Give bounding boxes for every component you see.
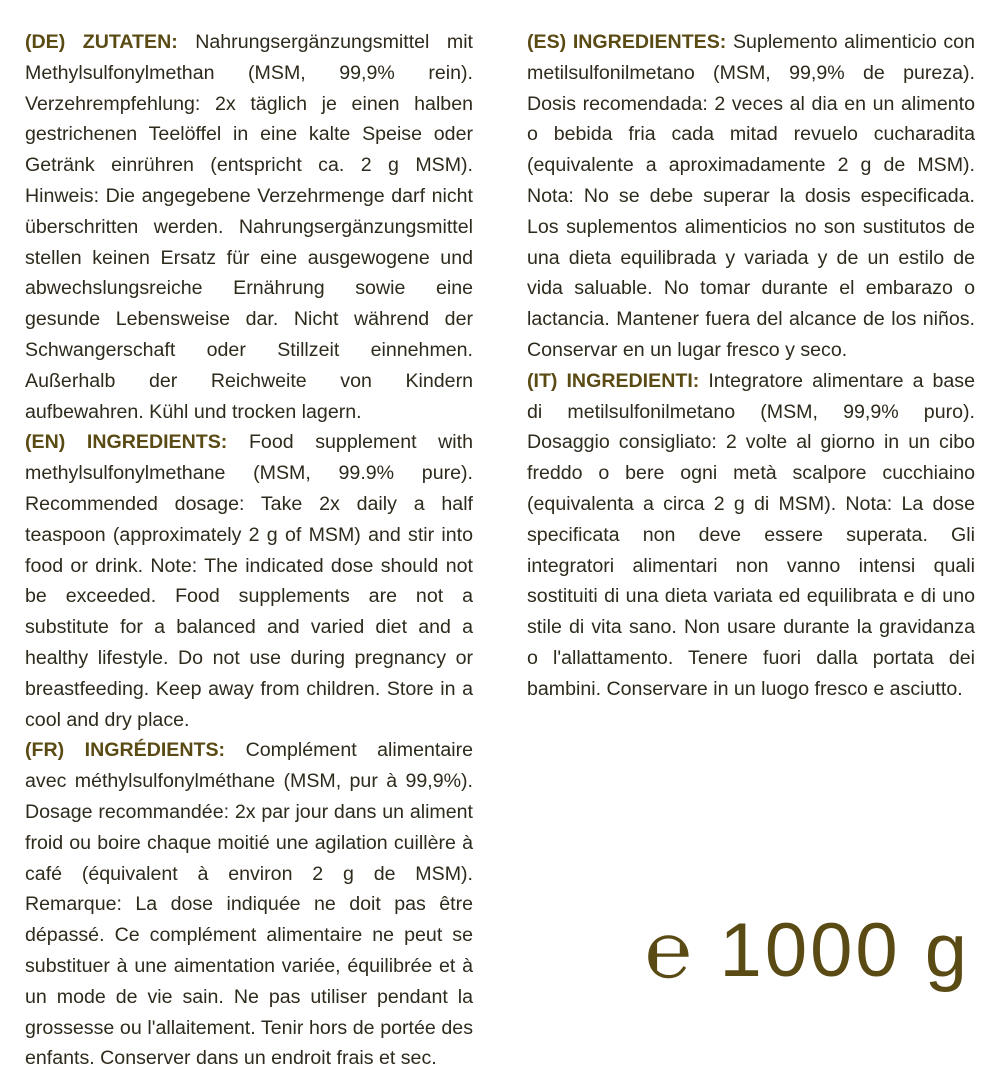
section-es xyxy=(527,27,975,366)
estimated-sign-icon: ℮ xyxy=(644,906,692,996)
section-fr xyxy=(25,735,473,1074)
section-en xyxy=(25,427,473,735)
section-de xyxy=(25,27,473,427)
section-it-heading: (IT) INGREDIENTI: xyxy=(527,369,700,392)
net-weight-value: 1000 g xyxy=(719,908,970,993)
section-en-text: Food supplement with methylsulfonylmethane (MSM, 99.9% pure). Recommended dosage: Take 2x daily a half teaspoon (approximately 2 g of MSM) and stir into food or drink. Note: The indicated dose should not be exceeded. Food supplements are not a substitute for a balanced and varied diet and a healthy lifestyle. Do not use during pregnancy or breastfeeding. Keep away from children. Store in a cool and dry place. xyxy=(25,431,474,731)
section-fr-heading: (FR) INGRÉDIENTS: xyxy=(25,739,226,762)
section-de-heading: (DE) ZUTATEN: xyxy=(25,31,178,53)
net-weight xyxy=(644,906,970,996)
section-es-text: Suplemento alimenticio con metilsulfonilmetano (MSM, 99,9% de pureza). Dosis recomendada: 2 veces al dia en un alimento o bebida fria cada mitad revuelo cucharadita (equivalente a aproximadamente 2 g de MSM). Nota: No se debe superar la dosis especificada. Los suplementos alimenticios no son sustitutos de una dieta equilibrada y variada y de un estilo de vida saluable. No tomar durante el embarazo o lactancia. Mantener fuera del alcance de los niños. Conservar en un lugar fresco y seco. xyxy=(527,31,975,361)
left-column xyxy=(25,27,473,1074)
section-fr-text: Complément alimentaire avec méthylsulfonylméthane (MSM, pur à 99,9%). Dosage recommandée: 2x par jour dans un aliment froid ou boire chaque moitié une agilation cuillère à café (équivalent à environ 2 g de MSM). Remarque: La dose indiquée ne doit pas être dépassé. Ce complément alimentaire ne peut se substituer à une aimentation variée, équilibrée et à un mode de vie sain. Ne pas utiliser pendant la grossesse ou l'allaitement. Tenir hors de portée des enfants. Conserver dans un endroit frais et sec. xyxy=(25,739,473,1070)
section-it-text: Integratore alimentare a base di metilsulfonilmetano (MSM, 99,9% puro). Dosaggio consigliato: 2 volte al giorno in un cibo freddo o bere ogni metà scalpore cucchiaino (equivalenta a circa 2 g di MSM). Nota: La dose specificata non deve essere superata. Gli integratori alimentari non vanno intensi quali sostituiti di una dieta variata ed equilibrata e di uno stile di vita sano. Non usare durante la gravidanza o l'allattamento. Tenere fuori dalla portata dei bambini. Conservare in un luogo fresco e asciutto. xyxy=(527,369,976,700)
section-es-heading: (ES) INGREDIENTES: xyxy=(527,31,727,53)
section-it xyxy=(527,366,975,705)
right-column xyxy=(527,27,975,705)
section-en-heading: (EN) INGREDIENTS: xyxy=(25,431,228,454)
section-de-text: Nahrungsergänzungsmittel mit Methylsulfonylmethan (MSM, 99,9% rein). Verzehrempfehlung: 2x täglich je einen halben gestrichenen Teelöffel in eine kalte Speise oder Getränk einrühren (entspricht ca. 2 g MSM). Hinweis: Die angegebene Verzehrmenge darf nicht überschritten werden. Nahrungsergänzungsmittel stellen keinen Ersatz für eine ausgewogene und abwechslungsreiche Ernährung sowie eine gesunde Lebensweise dar. Nicht während der Schwangerschaft oder Stillzeit einnehmen. Außerhalb der Reichweite von Kindern aufbewahren. Kühl und trocken lagern. xyxy=(25,31,473,423)
